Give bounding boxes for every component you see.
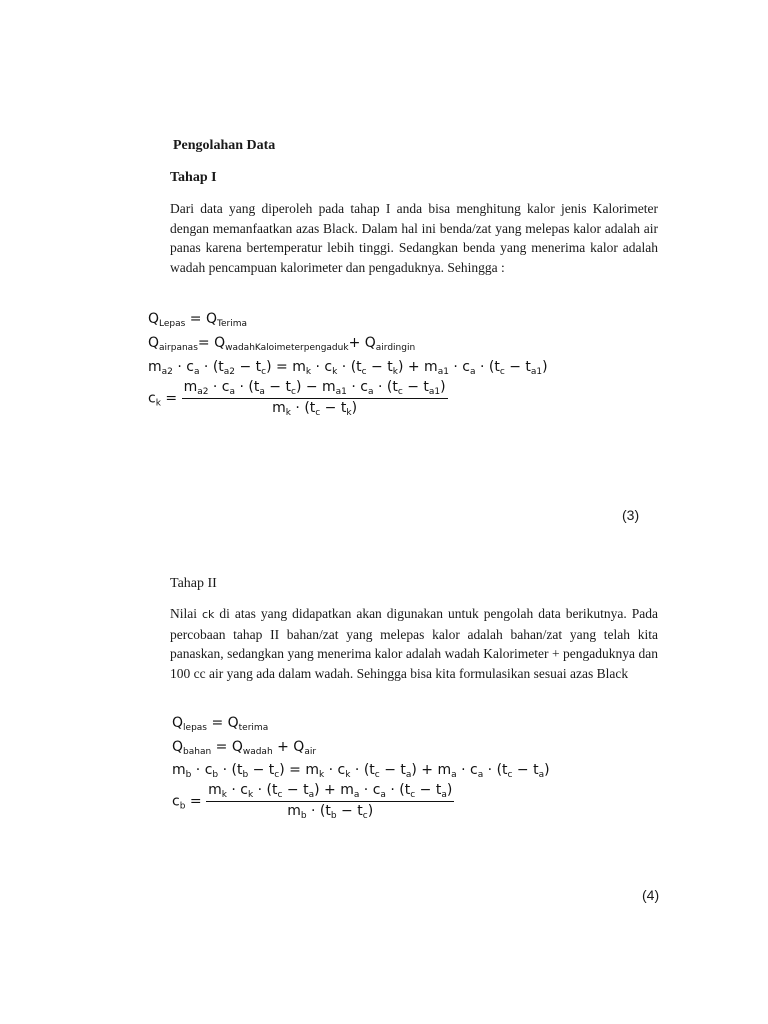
ck-fraction: $\frac{m_{a2} \cdot c_a \cdot (t_a - t_c) - m_{a1} \cdot c_a \cdot (t_c - t_{a1})}{m_k \cdot (t_c - t_k)}$ (183, 379, 446, 418)
equation-q-air-panas: $Q_{airpanas}= Q_{wadahKaloimeterpengaduk}+ Q_{airdingin}$ (148, 335, 416, 353)
tahap-2-paragraph (170, 604, 658, 683)
tahap-1-paragraph-text: Dari data yang diperoleh pada tahap I anda bisa menghitung kalor jenis Kalorimeter dengan memanfaatkan azas Black. Dalam hal ini benda/zat yang melepas kalor adalah air panas karena bertemperatur lebih tinggi. Sedangkan benda yang menerima kalor adalah wadah pencampuan kalorimeter dan pengaduknya. Sehingga : (170, 201, 658, 275)
equation-heat-balance-1: $m_{a2} \cdot c_a \cdot (t_{a2} - t_c) = m_k \cdot c_k \cdot (t_c - t_k) + m_{a1} \cdot c_a \cdot (t_c - t_{a1})$ (148, 359, 548, 377)
equation-number-4: (4) (642, 887, 660, 903)
equation-ck-formula: $c_k$ = $\frac{m_{a2} \cdot c_a \cdot (t_a - t_c) - m_{a1} \cdot c_a \cdot (t_c - t_{a1})}{m_k \cdot (t_c - t_k)}$ (148, 379, 446, 418)
cb-fraction: $\frac{m_k \cdot c_k \cdot (t_c - t_a) + m_a \cdot c_a \cdot (t_c - t_a)}{m_b \cdot (t_b - t_c)}$ (208, 782, 453, 821)
equation-q-bahan: $Q_{bahan} = Q_{wadah} + Q_{air}$ (172, 739, 317, 757)
tahap-2-paragraph-rest: di atas yang didapatkan akan digunakan untuk pengolah data berikutnya. Pada percobaan tahap II bahan/zat yang melepas kalor adalah bahan/zat yang telah kita panaskan, sedangkan yang menerima kalor adalah wadah Kalorimeter + pengaduknya dan 100 cc air yang ada dalam wadah. Sehingga bisa kita formulasikan sesuai azas Black (170, 606, 659, 681)
tahap-2-heading: Tahap II (170, 576, 217, 591)
equation-q-lepas-terima-2: $Q_{lepas} = Q_{terima}$ (172, 715, 269, 733)
tahap-2-paragraph-start: Nilai (170, 606, 197, 621)
equation-heat-balance-2: $m_b \cdot c_b \cdot (t_b - t_c) = m_k \cdot c_k \cdot (t_c - t_a) + m_a \cdot c_a \cdot (t_c - t_a)$ (172, 762, 550, 780)
tahap-2-paragraph-var: ck (202, 608, 215, 621)
equation-q-lepas-terima-1: $Q_{Lepas} = Q_{Terima}$ (148, 311, 247, 329)
equation-cb-formula: $c_b$ = $\frac{m_k \cdot c_k \cdot (t_c - t_a) + m_a \cdot c_a \cdot (t_c - t_a)}{m_b \cdot (t_b - t_c)}$ (172, 782, 453, 821)
section-title: Pengolahan Data (173, 138, 276, 153)
tahap-1-heading: Tahap I (170, 170, 217, 185)
equation-number-3: (3) (622, 507, 640, 523)
tahap-1-paragraph (170, 199, 658, 277)
